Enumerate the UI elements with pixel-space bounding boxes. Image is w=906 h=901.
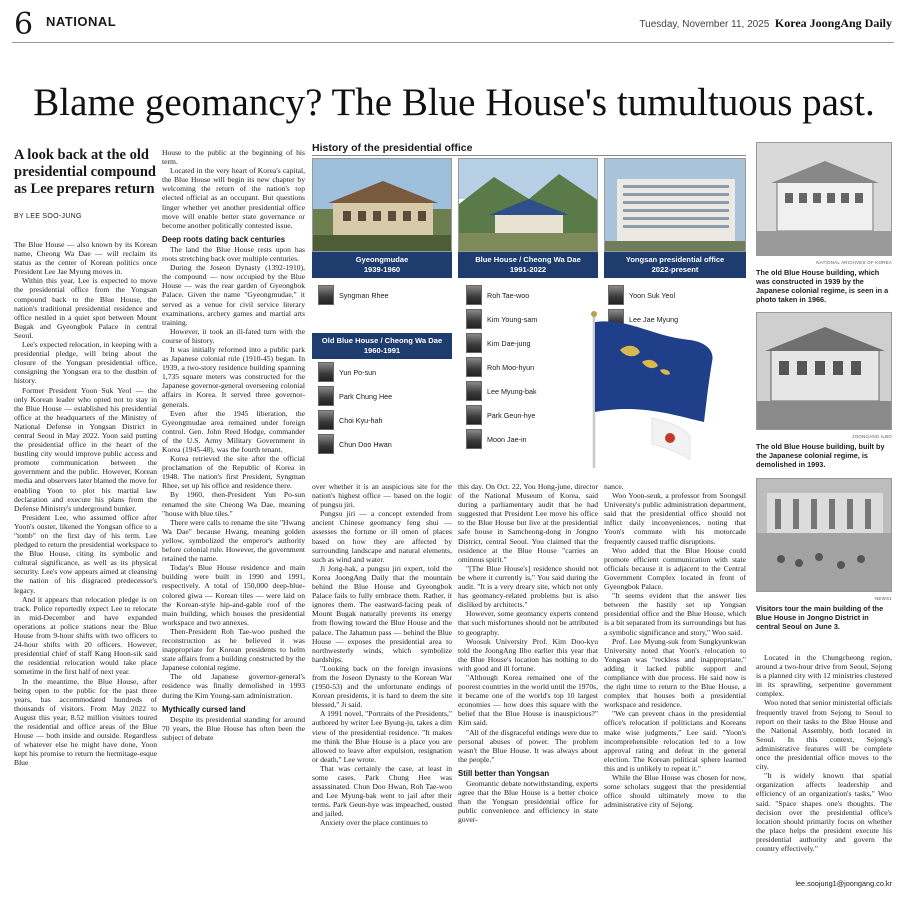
byline: BY LEE SOO-JUNG [14,213,82,220]
paragraph: Even after the 1945 liberation, the Gyeongmudae area remained under foreign control. Gen. John Reed Hodge, commander of the U.S. Army Military Government in Korea (1945-48), was the fourth tenant. [162,408,305,454]
president-portrait [318,434,334,454]
paragraph: "It is widely known that spatial organization affects leadership and efficiency of an organization's tasks," Woo said. "Space shapes one's thoughts. The decision over the presidential office's location should primarily focus on whether the place helps the president execute his presidential authority and govern the country effectively." [756,771,892,853]
president-name: Park Chung Hee [339,391,393,401]
headline: Blame geomancy? The Blue House's tumultuous past. [33,81,875,124]
yongsan-office-photo [604,158,746,252]
page-number: 6 [14,7,34,42]
paragraph: House to the public at the beginning of his term. [162,148,305,167]
president-entry [318,362,376,382]
old-blue-house-demolition-photo [756,312,892,430]
era-label-gyeongmudae [312,252,452,278]
gyeongmudae-photo [312,158,452,252]
era-years: 1991-2022 [509,265,547,274]
president-portrait [466,405,482,425]
era-name: Yongsan presidential office [625,255,725,264]
paragraph: Anxiety over the place continues to [320,818,428,828]
era-years: 2022-present [651,265,699,274]
president-portrait [318,410,334,430]
president-name: Chun Doo Hwan [339,439,392,449]
era-name: Old Blue House / Cheong Wa Dae [321,336,443,345]
paragraph: The old Japanese governor-general's residence was finally demolished in 1993 during the Kim Young-sam administration. [162,672,305,700]
photo-caption: The old Blue House building, built by the Japanese colonial regime, is demolished in 1993. [756,442,885,469]
paragraph: In the meantime, the Blue House, after being open to the public for the past three years, has accommodated hundreds of thousands of visitors. From May 2022 to August this year, 8.52 million visitors toured the residential and office areas of the Blue House — both inside and outside. Regardless of whatever else he might have done, Yoon kept his promise to return the hermitage-esque Blue [14,676,157,768]
president-portrait [466,309,482,329]
paragraph: Woo Yoon-seuk, a professor from Soongsil University's public administration department, said that the presidential office should not inflict daily inconveniences, noting that Yoon's commute with his motorcade frequently caused traffic disruptions. [604,491,746,546]
article-column-3 [312,482,452,890]
article-column-6 [756,653,892,890]
paragraph: "All of the disgraceful endings were due to personal abuses of power. The problem wasn't the Blue House. It was always about the people." [458,727,598,764]
photo-credit: JOONGANG ILBO [852,434,892,439]
president-name: Moon Jae-in [487,434,527,444]
photo-caption: Visitors tour the main building of the Blue House in Jongno District in central Seoul on June 3. [756,604,884,631]
president-name: Kim Young-sam [487,314,538,324]
paragraph: Lee's expected relocation, in keeping with a presidential pledge, will bring about the closure of the Yongsan presidential office, consigning the Yongsan era to the dustbin of history. [14,340,157,386]
paragraph: It was initially reformed into a public park as Japanese colonial rule (1910-45) began. In 1939, a two-story residence building spanning 1,735 square meters was constructed for the Japanese governor-general overseeing colonial affairs in Korea. It served three governor-generals. [162,344,305,409]
paragraph: Woosuk University Prof. Kim Doo-kyu told the JoongAng Ilbo earlier this year that the Blue House's location has nothing to do with good and ill fortune. [458,636,598,673]
president-name: Roh Tae-woo [487,290,530,300]
era-years: 1960-1991 [363,346,401,355]
paragraph: Within this year, Lee is expected to move the presidential office from the Yongsan compound back to the Blue House, the nation's traditional presidential residence and office nestled in a quiet spot between Mount Bugak and Gyeongbok Palace in central Seoul. [14,276,157,340]
article-column-5 [604,482,746,890]
paragraph: "Looking back on the foreign invasions from the Joseon Dynasty to the Korean War (1950-53) and the unfortunate endings of Korean presidents, it is hard to deem the site blessed," Ji said. [312,663,452,710]
president-entry [466,405,535,425]
paragraph: By 1960, then-President Yun Po-sun renamed the site Cheong Wa Dae, meaning "house with blue tiles." [162,490,305,518]
president-entry [466,357,534,377]
deck: A look back at the old presidential compound as Lee prepares return [14,147,156,197]
paragraph: "Although Korea remained one of the poorest countries in the world until the 1970s, it became one of the world's top 10 largest economies — how does this square with the belief that the Blue House is inauspicious?" Kim said. [458,672,598,728]
president-portrait [466,381,482,401]
president-portrait [466,285,482,305]
paragraph: The Blue House — also known by its Korean name, Cheong Wa Dae — will reclaim its status as the center of Korean politics once President Lee Jae Myung moves in. [14,240,157,277]
paragraph: "[The Blue House's] residence should not be where it currently is," You said during the audit. "It is a very dreary site, which not only has geomancy-related problems but is also disliked by architects." [458,563,598,610]
president-name: Park Geun-hye [487,410,536,420]
dateline [639,16,892,31]
article-column-1 [14,240,157,890]
blue-house-visitors-photo [756,478,892,592]
issue-date: Tuesday, November 11, 2025 [639,19,770,30]
paragraph: "We can prevent chaos in the presidential office's relocation if politicians and Koreans make wise judgments," Lee said. "Yoon's incomprehensible relocation led to a low approval rating and defeat in the general election. The Korean political sphere learned this and is unlikely to repeat it." [604,709,746,773]
president-portrait [318,386,334,406]
paragraph: over whether it is an auspicious site for the nation's highest office — based on the logic of pungsu jiri. [312,482,452,510]
paragraph: Located in the Chungcheong region, around a two-hour drive from Seoul, Sejong is a planned city with 12 ministries clustered in its sprawling, serpentine government complex. [756,653,892,699]
paper-name: Korea JoongAng Daily [774,16,892,30]
masthead-rule [12,42,894,43]
president-name: Lee Myung-bak [487,386,537,396]
subhead: Deep roots dating back centuries [162,234,286,244]
paragraph: The land the Blue House rests upon has roots stretching back over multiple centuries. [162,244,305,264]
paragraph: Woo noted that senior ministerial officials frequently travel from Sejong to Seoul to report on their tasks to the Blue House and the National Assembly, both located in Seoul. In this context, Sejong's administrative features will be complete once the presidential office moves to the city. [756,698,892,772]
timeline-rule [312,155,746,156]
paragraph: Korea retrieved the site after the official proclamation of the Republic of Korea in 1948. The nation's first President, Syngman Rhee, set up his office and residence there. [162,454,305,491]
author-email: lee.soojung1@joongang.co.kr [795,879,892,888]
paragraph: Former President Yoon Suk Yeol — the only Korean leader who opted not to stay in the Blue House — established his presidential office at the headquarters of the Ministry of National Defense in Yongsan District in central Seoul in May 2022. Yoon said putting the presidential office in the heart of the bustling city would improve public access and promote communication between the government and the public. However, Korean media and observers later blamed the move for enabling Yoon to plot his martial law declaration and execute his plans from the Defense Ministry's underground bunker. [14,385,157,513]
president-name: Yoon Suk Yeol [629,290,676,300]
era-name: Blue House / Cheong Wa Dae [475,255,581,264]
subhead: Still better than Yongsan [458,768,550,778]
paragraph: And it appears that relocation pledge is on track. Police reportedly expect Lee to relocate in mid-December and have expanded operations at police stations near the Blue House from 9-hour shifts with two officers to 24-hour shifts with 20 officers. However, presidential chief of staff Kang Hoon-sik said the residential relocation would take place sometime in the first half of next year. [14,594,157,677]
paragraph: However, it took an ill-fated turn with the course of history. [162,326,305,345]
article-column-2 [162,148,305,890]
paragraph: While the Blue House was chosen for now, some scholars suggest that the presidential office should ultimately move to the administrative city of Sejong. [604,773,746,810]
president-entry [318,410,383,430]
president-entry [318,386,392,406]
president-name: Roh Moo-hyun [487,362,535,372]
president-portrait [466,429,482,449]
president-portrait [318,362,334,382]
president-entry [466,429,527,449]
president-portrait [318,285,334,305]
paragraph: nance. [604,482,624,491]
president-portrait [466,357,482,377]
president-name: Yun Po-sun [339,367,377,377]
paragraph: this day. On Oct. 22, You Hong-june, director of the National Museum of Korea, said during a parliamentary audit that he had suggested that President Lee move his office to the Blue House but live at the presidential safe house in Samcheong-dong in Jongno District, central Seoul. You claimed that the residence at the Blue House "carries an ominous spirit." [458,482,598,564]
paragraph: Prof. Lee Myung-suk from Sungkyunkwan University noted that Yoon's relocation to Yongsan was "reckless and inappropriate," adding it lacked public support and compliance with due process. He said now is the right time to return to the Blue House, a complex that houses both a presidential workspace and residence. [604,636,746,710]
blue-house-photo [458,158,598,252]
section-name: NATIONAL [46,14,117,29]
paragraph: President Lee, who assumed office after Yoon's ouster, likened the Yongsan office to a "tomb" on the first day of his term. Lee pledged to return the presidential workspace to the Blue House, citing its symbolic and cultural significance, as well as its physical security. Lee's vow appears aimed at cleansing the nation of his disgraced predecessor's legacy. [14,512,157,595]
president-portrait [608,285,624,305]
paragraph: A 1991 novel, "Portraits of the Presidents," authored by writer Lee Byung-ju, takes a dim view of the presidential residence. "It makes me think the Blue House is a place you are allowed to leave after expulsion, resignation or death," Lee wrote. [312,709,452,764]
article-column-4 [458,482,598,890]
paragraph: Despite its presidential standing for around 70 years, the Blue House has often been the subject of debate [162,714,305,742]
president-portrait [466,333,482,353]
era-years: 1939-1960 [363,265,401,274]
paragraph: "It seems evident that the answer lies between the hastily set up Yongsan presidential office and the Blue House, which is a bit separated from its surroundings but has a symbolic significance and story," Woo said. [604,591,746,637]
photo-credit: NEWS1 [874,596,892,601]
paragraph: Located in the very heart of Korea's capital, the Blue House will begin its new chapter by welcoming the return of the nation's top elected official as an occupant. But questions linger whether yet another presidential office move will enable better state governance or become another politically contested issue. [162,166,305,230]
president-entry [318,434,392,454]
paragraph: That was certainly the case, at least in some cases. Park Chung Hee was assassinated. Chun Doo Hwan, Roh Tae-woo and Lee Myung-bak went to jail after their terms. Park Geun-hye was impeached, ousted and jailed. [312,763,452,819]
paragraph: There were calls to rename the site "Hwang Wa Dae" because Hwang, meaning golden yellow, symbolized the emperor's authority before colonial rule. However, the government retained the name. [162,517,305,564]
president-entry [608,285,675,305]
era-label-blue-house [458,252,598,278]
subhead: Mythically cursed land [162,704,246,714]
paragraph: Today's Blue House residence and main building were built in 1990 and 1991, respectively. A total of 150,000 deep-blue-colored giwa — Korean tiles — were laid on the Korean-style hip-and-gable roof of the main building, which houses the presidential workspace and two annexes. [162,563,305,627]
paragraph: Pungsu jiri — a concept extended from ancient Chinese geomancy feng shui — assesses the fortune or ill omen of places based on how they are affected by surrounding landscape and natural elements, such as wind and water. [312,509,452,564]
president-entry [466,309,537,329]
president-entry [466,333,531,353]
paragraph: During the Joseon Dynasty (1392-1910), the compound — now occupied by the Blue House — was the rear garden of Gyeongbok Palace. Given the name "Gyeongmudae," it served as a venue for civil service literary examinations, archery games and martial arts training. [162,263,305,327]
paragraph: Geomantic debate notwithstanding, experts agree that the Blue House is a better choice than the Yongsan presidential office for public convenience and efficiency in state gover- [458,779,598,825]
paragraph: Woo added that the Blue House could promote efficient communication with state officials because it is adjacent to the Central Government Complex located in front of Gyeongbok Palace. [604,545,746,592]
president-entry [466,285,529,305]
old-blue-house-1966-photo [756,142,892,256]
president-entry [318,285,389,305]
era-label-old-blue-house [312,333,452,359]
photo-caption: The old Blue House building, which was constructed in 1939 by the Japanese colonial regime, is seen in a photo taken in 1966. [756,268,889,304]
paragraph: However, some geomancy experts contend that such misfortunes should not be attributed to geography. [458,609,598,637]
era-name: Gyeongmudae [355,255,409,264]
timeline-title: History of the presidential office [312,142,473,154]
president-name: Lee Jae Myung [629,314,679,324]
era-label-yongsan [604,252,746,278]
paragraph: Then-President Roh Tae-woo pushed the reconstruction as he believed it was inappropriate for Korean presidents to helm state affairs from a building constructed by the Japanese colonial regime. [162,626,305,673]
president-name: Choi Kyu-hah [339,415,383,425]
president-entry [466,381,537,401]
president-name: Syngman Rhee [339,290,389,300]
photo-credit: NATIONAL ARCHIVES OF KOREA [816,260,892,265]
presidential-flag-illustration [580,310,746,470]
president-name: Kim Dae-jung [487,338,531,348]
paragraph: Ji Jong-hak, a pungsu jiri expert, told the Korea JoongAng Daily that the mountain behind the Blue House and Gyeongbok Palace fails to fully embrace them. Rather, it ignores them. The eastward-facing peak of Mount Bugak naturally prevents its energy from flowing toward the Blue House and the palace. The Jahamun pass — behind the Blue House — exposes the presidential area to northwesterly winds, which symbolize hardships. [312,563,452,664]
